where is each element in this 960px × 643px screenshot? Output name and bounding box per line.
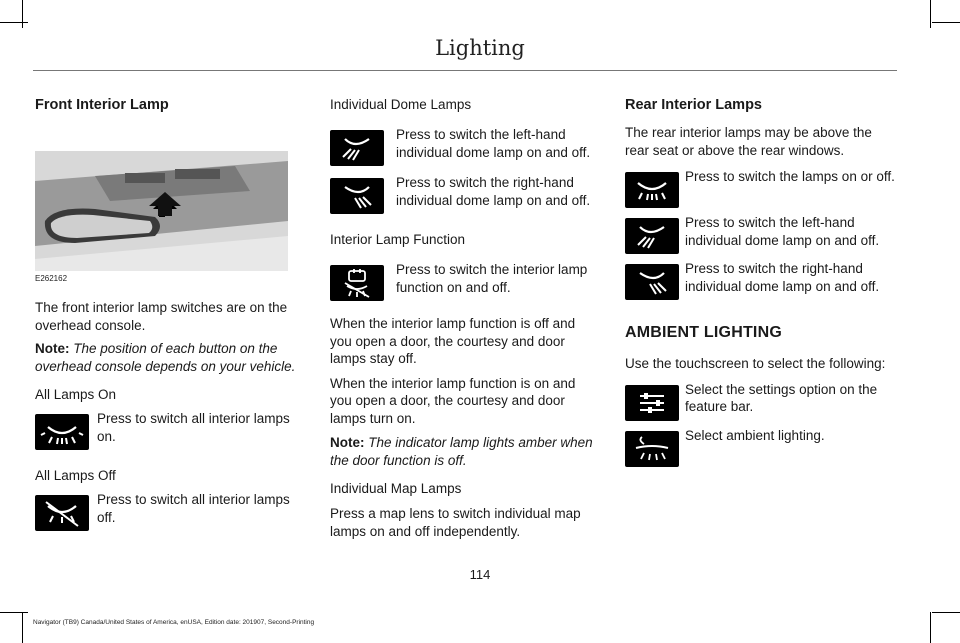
function-on-paragraph: When the interior lamp function is on and you open a door, the courtesy and door lamps turn on.: [330, 375, 576, 426]
crop-mark: [22, 0, 23, 28]
section-heading-ambient-lighting: AMBIENT LIGHTING: [625, 324, 782, 341]
overhead-console-illustration: [35, 151, 288, 271]
dome-left-text: Press to switch the left-hand individual dome lamp on and off.: [396, 127, 591, 160]
dome-right-row: [330, 175, 600, 214]
subheading-individual-dome-lamps: Individual Dome Lamps: [330, 97, 472, 112]
header-rule: [33, 70, 897, 71]
ambient-row: [625, 427, 897, 467]
note-label: Note:: [35, 341, 70, 356]
all-lamps-off-text: Press to switch all interior lamps off.: [97, 492, 290, 525]
settings-row: [625, 381, 897, 421]
column-1: [35, 97, 300, 531]
column-3: [625, 97, 897, 467]
column-2: [330, 97, 600, 540]
intro-paragraph: The front interior lamp switches are on the overhead console.: [35, 300, 288, 333]
footer-edition-info: Navigator (TB9) Canada/United States of America, enUSA, Edition date: 201907, Second-Printing: [33, 619, 315, 626]
rear-all-row: [625, 169, 897, 208]
rear-right-text: Press to switch the right-hand individual dome lamp on and off.: [685, 261, 880, 294]
function-off-paragraph: When the interior lamp function is off and you open a door, the courtesy and door lamps stay off.: [330, 316, 576, 366]
crop-mark: [22, 612, 23, 643]
function-text: Press to switch the interior lamp function on and off.: [396, 262, 588, 295]
figure-id: E262162: [35, 274, 68, 283]
section-heading-rear-interior-lamps: Rear Interior Lamps: [625, 97, 762, 113]
dome-right-text: Press to switch the right-hand individual dome lamp on and off.: [396, 175, 591, 208]
subheading-individual-map-lamps: Individual Map Lamps: [330, 481, 462, 496]
left-dome-lamp-icon: [330, 130, 384, 166]
all-lamps-on-icon: [35, 414, 89, 450]
interior-lamp-function-icon: [330, 265, 384, 301]
settings-sliders-icon: [625, 385, 679, 421]
subheading-all-lamps-on: All Lamps On: [35, 387, 117, 402]
rear-right-dome-lamp-icon: [625, 264, 679, 300]
all-lamps-off-row: [35, 492, 300, 531]
rear-lamps-icon: [625, 172, 679, 208]
rear-all-text: Press to switch the lamps on or off.: [685, 169, 895, 184]
note-paragraph: [330, 434, 600, 469]
all-lamps-off-icon: [35, 495, 89, 531]
crop-mark: [0, 612, 28, 613]
note-paragraph: [35, 340, 300, 375]
ambient-text: Select ambient lighting.: [685, 427, 825, 443]
rear-left-dome-lamp-icon: [625, 218, 679, 254]
crop-mark: [930, 0, 931, 28]
page-number: 114: [469, 567, 491, 582]
right-dome-lamp-icon: [330, 178, 384, 214]
dome-left-row: [330, 127, 600, 166]
rear-left-row: [625, 215, 897, 254]
map-lamps-paragraph: Press a map lens to switch individual map lamps on and off independently.: [330, 506, 581, 539]
crop-mark: [932, 612, 960, 613]
ambient-intro-paragraph: Use the touchscreen to select the following:: [625, 356, 886, 371]
subheading-all-lamps-off: All Lamps Off: [35, 468, 116, 483]
crop-mark: [0, 22, 28, 23]
crop-mark: [932, 22, 960, 23]
ambient-lighting-icon: [625, 431, 679, 467]
all-lamps-on-text: Press to switch all interior lamps on.: [97, 411, 290, 444]
rear-intro-paragraph: The rear interior lamps may be above the rear seat or above the rear windows.: [625, 125, 872, 158]
crop-mark: [930, 612, 931, 643]
overhead-console-drawing: [35, 151, 288, 271]
rear-right-row: [625, 261, 897, 300]
note-text: The position of each button on the overhead console depends on your vehicle.: [35, 341, 296, 374]
settings-text: Select the settings option on the feature bar.: [685, 381, 878, 414]
note-label: Note:: [330, 435, 365, 450]
page-title: Lighting: [435, 36, 525, 60]
section-heading-front-interior-lamp: Front Interior Lamp: [35, 97, 169, 113]
all-lamps-on-row: [35, 411, 300, 450]
rear-left-text: Press to switch the left-hand individual dome lamp on and off.: [685, 215, 880, 248]
subheading-interior-lamp-function: Interior Lamp Function: [330, 232, 466, 247]
function-row: [330, 262, 600, 301]
note-text: The indicator lamp lights amber when the door function is off.: [330, 435, 593, 468]
